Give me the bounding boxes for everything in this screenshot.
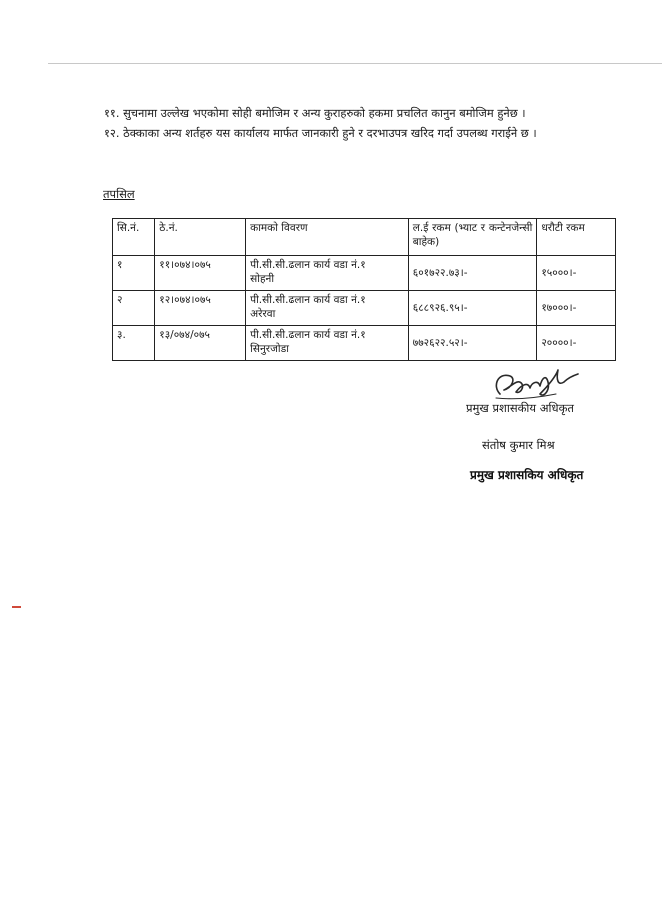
notice-item-12: १२. ठेक्काका अन्य शर्तहरु यस कार्यालय मार्फत जानकारी हुने र दरभाउपत्र खरिद गर्दा उपलब्ध गराईने छ ।: [104, 126, 537, 140]
cell-work-desc: [246, 256, 409, 291]
cell-sn: १: [113, 256, 155, 291]
table-row: [113, 256, 616, 291]
cell-cost: ७७२६२२.५२।-: [408, 326, 537, 361]
header-cost: ल.ई रकम (भ्याट र कन्टेनजेन्सी बाहेक): [408, 219, 537, 256]
work-desc-line2: सोहनी: [250, 273, 275, 285]
work-desc-line2: सिनुरजोडा: [250, 343, 289, 355]
cell-work-desc: [246, 291, 409, 326]
table-row: [113, 291, 616, 326]
work-desc-line1: पी.सी.सी.ढलान कार्य वडा नं.१: [250, 329, 366, 341]
cell-contract-no: १३/०७४/०७५: [155, 326, 246, 361]
cell-sn: ३.: [113, 326, 155, 361]
notice-item-11: ११. सुचनामा उल्लेख भएकोमा सोही बमोजिम र अन्य कुराहरुको हकमा प्रचलित कानुन बमोजिम हुनेछ ।: [104, 106, 526, 120]
cell-contract-no: ११।०७४।०७५: [155, 256, 246, 291]
signatory-title: प्रमुख प्रशासकीय अधिकृत: [466, 401, 574, 415]
header-contract-no: ठे.नं.: [155, 219, 246, 256]
cell-work-desc: [246, 326, 409, 361]
signatory-name: संतोष कुमार मिश्र: [482, 438, 555, 452]
cell-cost: ६०१७२२.७३।-: [408, 256, 537, 291]
cell-cost: ६८८९२६.९५।-: [408, 291, 537, 326]
table-row: [113, 326, 616, 361]
margin-mark: [12, 606, 21, 608]
work-desc-line1: पी.सी.सी.ढलान कार्य वडा नं.१: [250, 259, 366, 271]
section-title: तपसिल: [103, 187, 135, 201]
schedule-table: [112, 218, 616, 361]
header-deposit: धरौटी रकम: [537, 219, 616, 256]
cell-deposit: १५०००।-: [537, 256, 616, 291]
work-desc-line2: अरेरवा: [250, 308, 276, 320]
header-sn: सि.नं.: [113, 219, 155, 256]
header-work-desc: कामको विवरण: [246, 219, 409, 256]
top-rule: [48, 63, 662, 64]
handwritten-signature: [486, 364, 586, 404]
cell-deposit: १७०००।-: [537, 291, 616, 326]
cell-deposit: २००००।-: [537, 326, 616, 361]
official-stamp-text: प्रमुख प्रशासकिय अधिकृत: [470, 468, 584, 482]
cell-contract-no: १२।०७४।०७५: [155, 291, 246, 326]
cell-sn: २: [113, 291, 155, 326]
work-desc-line1: पी.सी.सी.ढलान कार्य वडा नं.१: [250, 294, 366, 306]
table-header-row: [113, 219, 616, 256]
